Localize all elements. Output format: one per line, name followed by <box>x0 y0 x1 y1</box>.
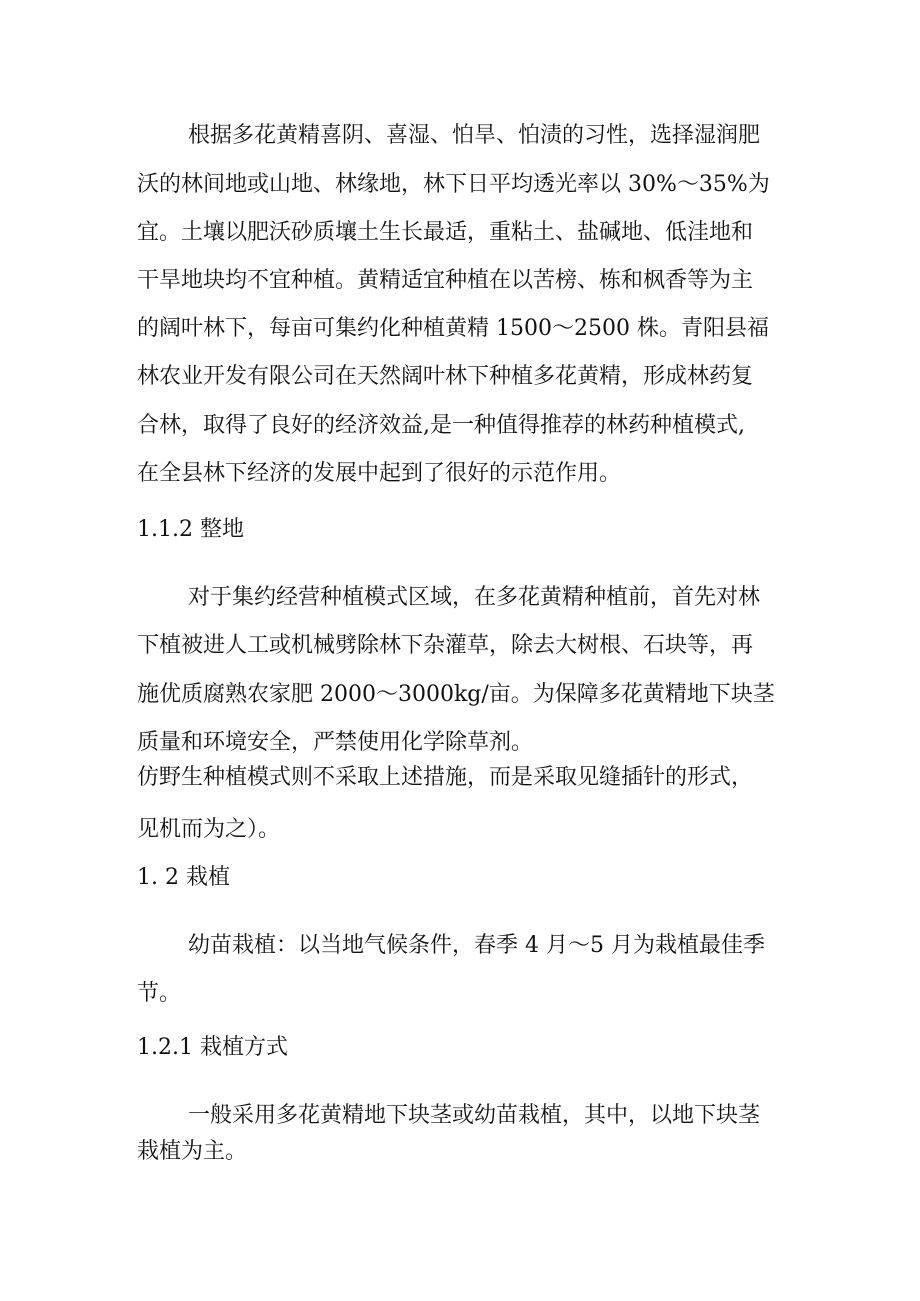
paragraph-line: 节。 <box>137 981 182 1006</box>
paragraph-line: 合林，取得了良好的经济效益,是一种值得推荐的林药种植模式, <box>137 413 745 438</box>
paragraph-line: 施优质腐熟农家肥 2000～3000kg/亩。为保障多花黄精地下块茎 <box>137 682 775 707</box>
paragraph-line: 宜。土壤以肥沃砂质壤土生长最适，重粘土、盐碱地、低洼地和 <box>137 220 754 245</box>
paragraph-line: 沃的林间地或山地、林缘地，林下日平均透光率以 30%～35%为 <box>137 172 770 197</box>
section-heading-1-1-2: 1.1.2 整地 <box>137 517 244 542</box>
paragraph-line: 幼苗栽植：以当地气候条件，春季 4 月～5 月为栽植最佳季 <box>188 933 765 958</box>
paragraph-line: 在全县林下经济的发展中起到了很好的示范作用。 <box>137 461 622 486</box>
paragraph-line: 对于集约经营种植模式区域，在多花黄精种植前，首先对林 <box>188 585 761 610</box>
paragraph-line: 一般采用多花黄精地下块茎或幼苗栽植，其中，以地下块茎 <box>188 1103 761 1128</box>
paragraph-line: 干旱地块均不宜种植。黄精适宜种植在以苦榜、栋和枫香等为主 <box>137 268 754 293</box>
paragraph-line: 下植被进人工或机械劈除林下杂灌草，除去大树根、石块等，再 <box>137 633 754 658</box>
section-heading-1-2-1: 1.2.1 栽植方式 <box>137 1035 288 1060</box>
paragraph-line: 见机而为之）。 <box>137 817 281 842</box>
paragraph-line: 根据多花黄精喜阴、喜湿、怕旱、怕渍的习性，选择湿润肥 <box>188 123 761 148</box>
paragraph-line: 的阔叶林下，每亩可集约化种植黄精 1500～2500 株。青阳县福 <box>137 316 769 341</box>
paragraph-line: 仿野生种植模式则不采取上述措施，而是采取见缝插针的形式， <box>137 765 754 790</box>
paragraph-line: 栽植为主。 <box>137 1139 248 1164</box>
paragraph-line: 质量和环境安全，严禁使用化学除草剂。 <box>137 730 534 755</box>
section-heading-1-2: 1. 2 栽植 <box>137 865 230 890</box>
paragraph-line: 林农业开发有限公司在天然阔叶林下种植多花黄精，形成林药复 <box>137 364 754 389</box>
